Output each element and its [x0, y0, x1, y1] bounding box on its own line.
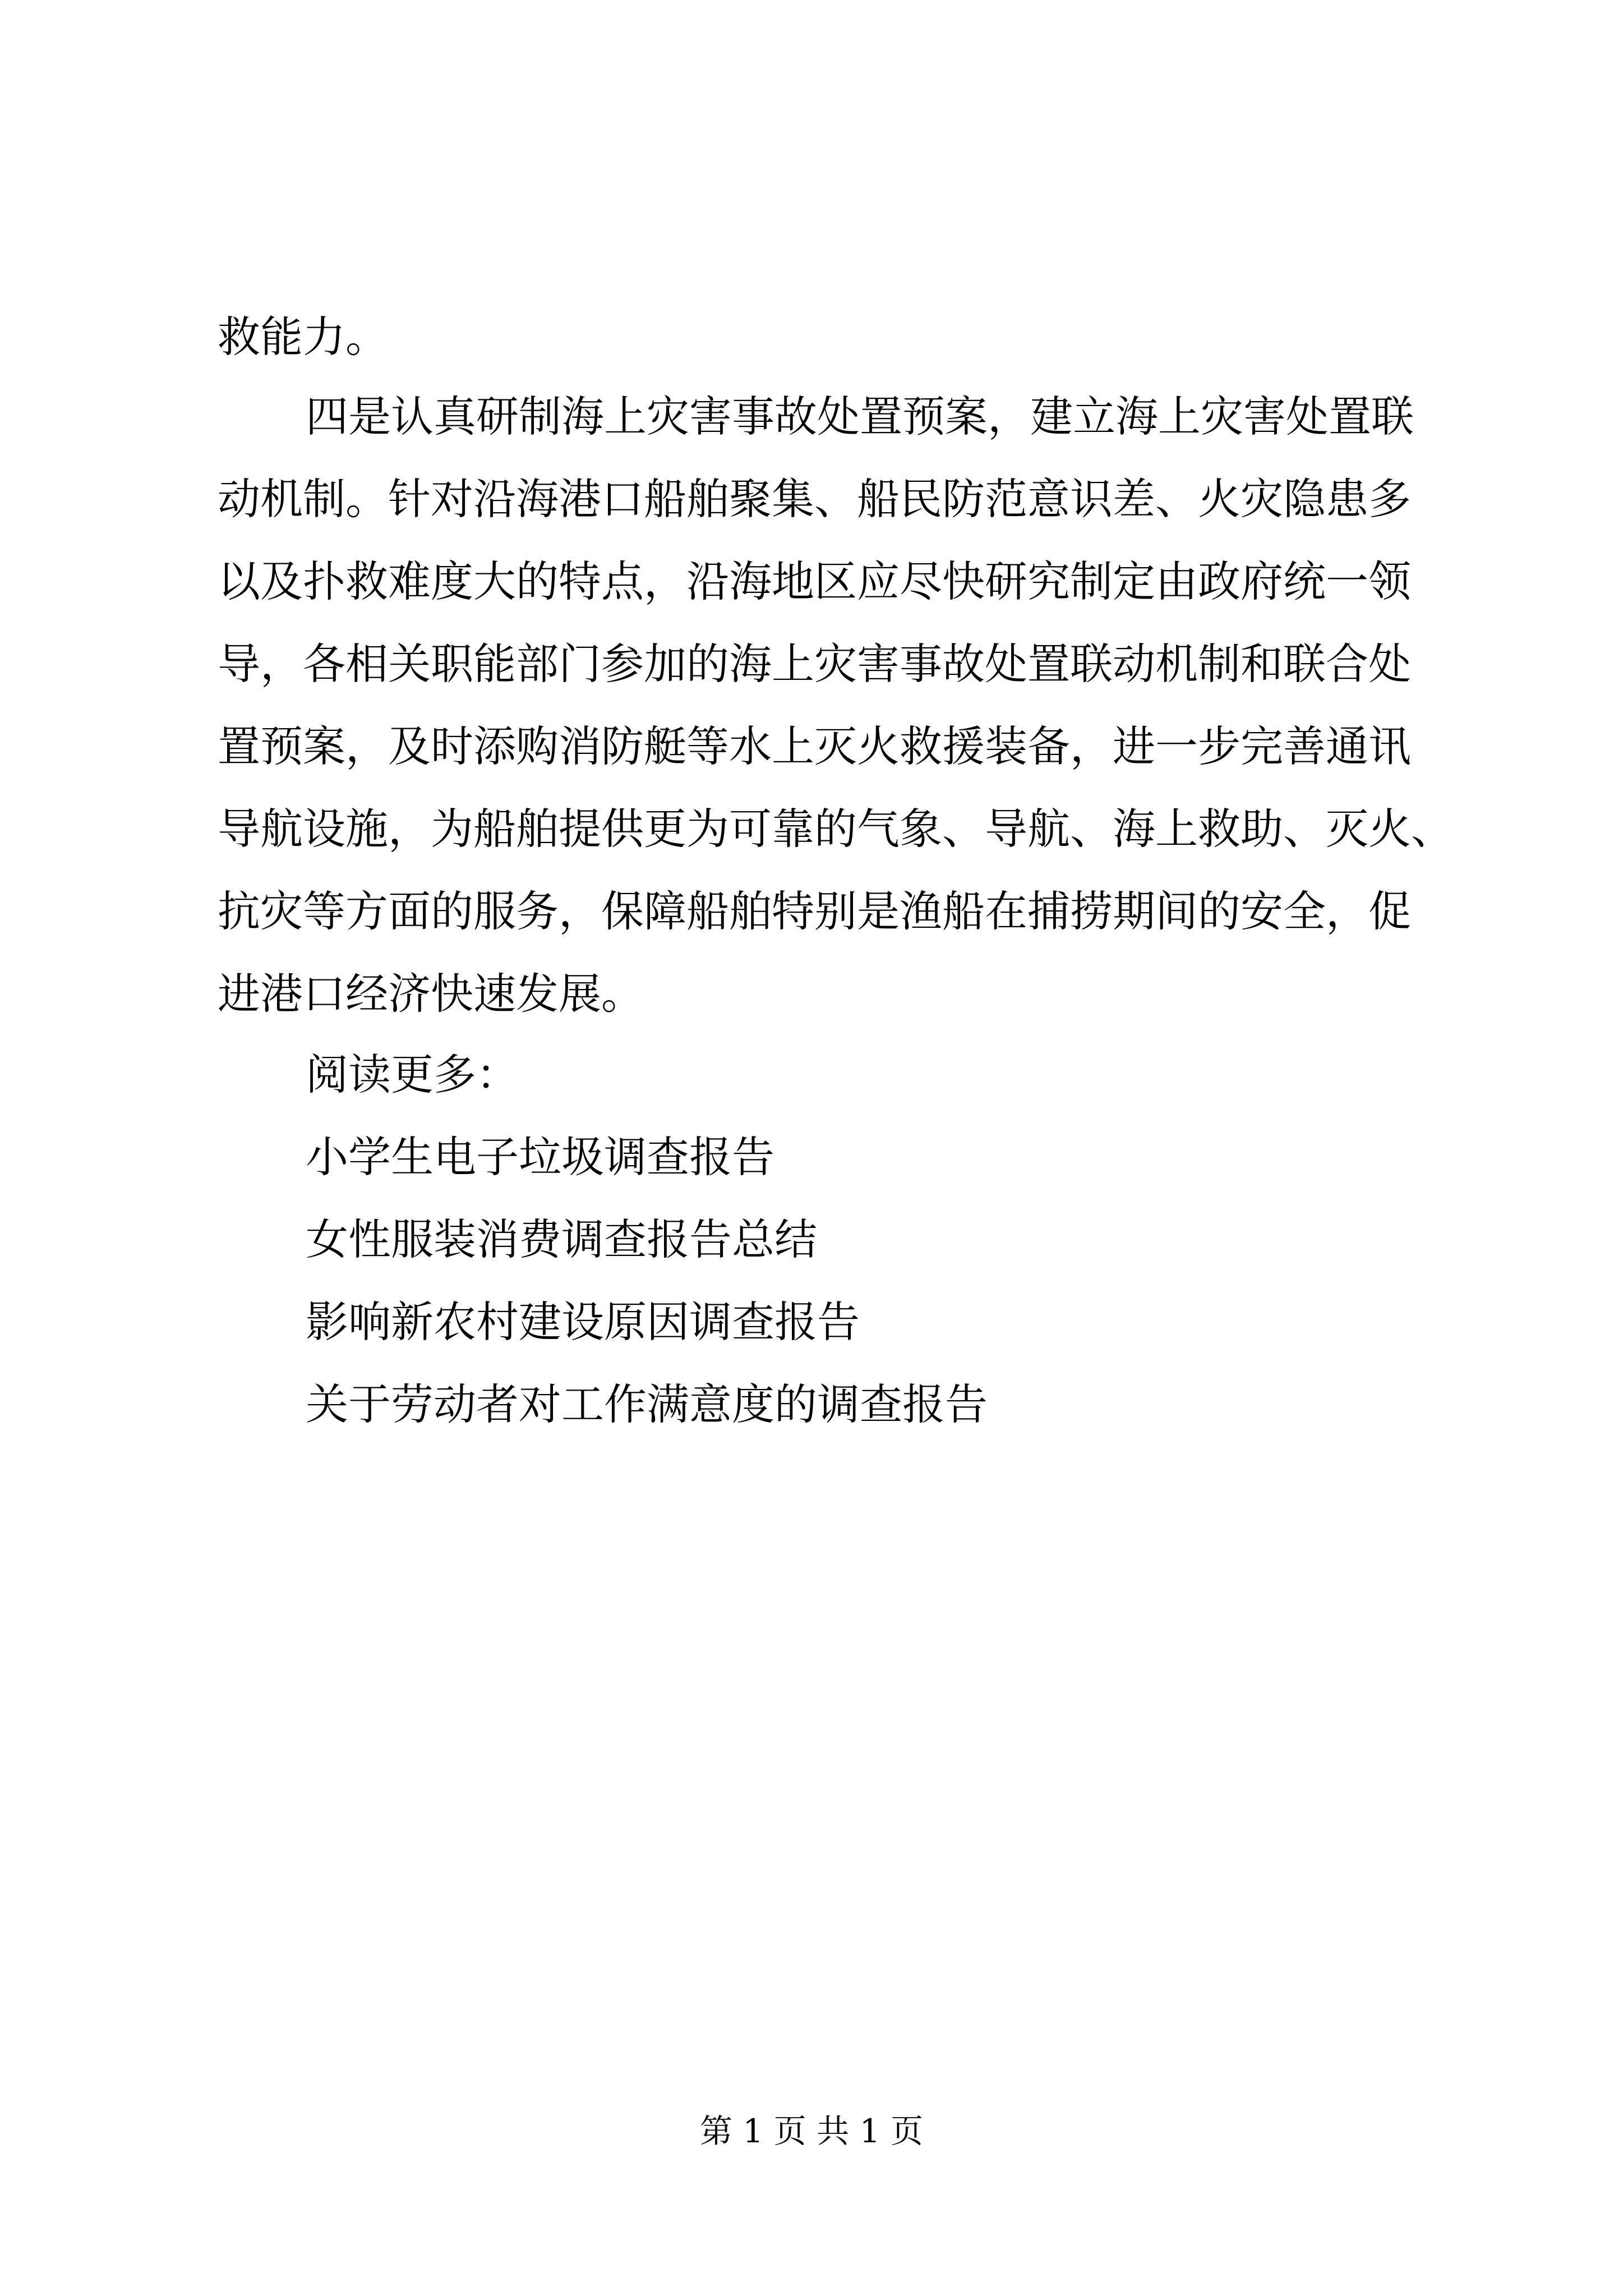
body-line: 动机制。针对沿海港口船舶聚集、船民防范意识差、火灾隐患多 [218, 474, 1411, 524]
body-line: 进港口经济快速发展。 [218, 969, 644, 1019]
read-more-label: 阅读更多： [306, 1050, 519, 1099]
body-line: 救能力。 [218, 312, 388, 362]
body-line: 以及扑救难度大的特点，沿海地区应尽快研究制定由政府统一领 [218, 556, 1411, 606]
paragraph-start: 四是认真研制海上灾害事故处置预案，建立海上灾害处置联 [306, 392, 1414, 441]
page-number-footer: 第 1 页 共 1 页 [700, 2112, 923, 2150]
read-more-link[interactable]: 关于劳动者对工作满意度的调查报告 [306, 1379, 988, 1429]
body-line: 置预案，及时添购消防艇等水上灭火救援装备，进一步完善通讯 [218, 721, 1411, 771]
body-line: 导航设施，为船舶提供更为可靠的气象、导航、海上救助、灭火、 [218, 804, 1454, 854]
read-more-link[interactable]: 女性服装消费调查报告总结 [306, 1214, 817, 1264]
read-more-link[interactable]: 小学生电子垃圾调查报告 [306, 1132, 774, 1182]
body-line: 导，各相关职能部门参加的海上灾害事故处置联动机制和联合处 [218, 639, 1411, 689]
body-line: 抗灾等方面的服务，保障船舶特别是渔船在捕捞期间的安全，促 [218, 886, 1411, 936]
read-more-link[interactable]: 影响新农村建设原因调查报告 [306, 1297, 860, 1347]
